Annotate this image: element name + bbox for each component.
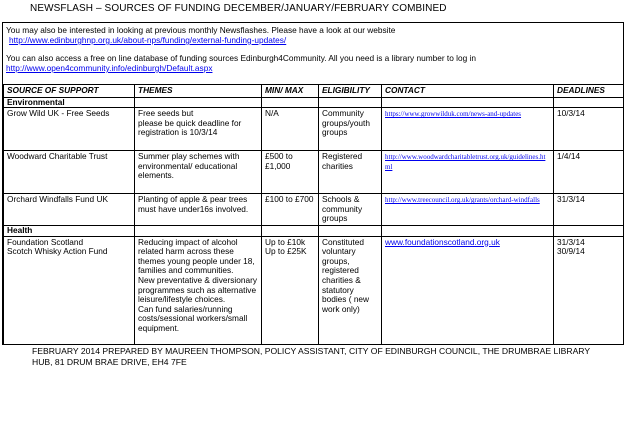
- row-contact-link[interactable]: www.foundationscotland.org.uk: [385, 236, 500, 247]
- section-health: [4, 225, 624, 236]
- row-eligibility: Schools & community groups: [319, 194, 382, 226]
- row-minmax: N/A: [262, 108, 319, 151]
- row-deadline: 1/4/14: [554, 151, 624, 194]
- table-row: [4, 194, 624, 226]
- row-deadline: 31/3/14 30/9/14: [554, 236, 624, 345]
- row-contact-link[interactable]: http://www.woodwardcharitabletrust.org.uk/guidelines.html: [385, 153, 546, 172]
- header-themes: THEMES: [135, 85, 262, 98]
- row-source: Foundation Scotland Scotch Whisky Action Fund: [4, 236, 135, 345]
- table-header-row: [4, 85, 624, 98]
- row-eligibility: Constituted voluntary groups, registered charities & statutory bodies ( new work only): [319, 236, 382, 345]
- row-source: Orchard Windfalls Fund UK: [4, 194, 135, 226]
- intro-online-database: You can also access a free on line database of funding sources Edinburgh4Community. All you need is a library number to log in: [6, 53, 476, 63]
- table-row: [4, 151, 624, 194]
- table-row: [4, 236, 624, 345]
- row-contact-link[interactable]: https://www.growwilduk.com/news-and-updates: [385, 110, 522, 119]
- header-source: SOURCE OF SUPPORT: [4, 85, 135, 98]
- row-source: Grow Wild UK - Free Seeds: [4, 108, 135, 151]
- header-eligibility: ELIGIBILITY: [319, 85, 382, 98]
- row-eligibility: Registered charities: [319, 151, 382, 194]
- row-minmax: £100 to £700: [262, 194, 319, 226]
- funding-table-frame: [2, 22, 624, 345]
- header-deadlines: DEADLINES: [554, 85, 624, 98]
- intro-previous-newsflashes: You may also be interested in looking at previous monthly Newsflashes. Please have a look at our website: [6, 25, 396, 35]
- row-themes: Summer play schemes with environmental/ educational elements.: [135, 151, 262, 194]
- header-minmax: MIN/ MAX: [262, 85, 319, 98]
- row-themes: Reducing impact of alcohol related harm across these themes young people under 18, families and communities. New preventative & diversionary programmes such as alternative leisure/lifestyle choices. Can fund salaries/running costs/sessional workers/small equipment.: [135, 236, 262, 345]
- row-minmax: £500 to £1,000: [262, 151, 319, 194]
- section-environmental: [4, 97, 624, 108]
- header-contact: CONTACT: [382, 85, 554, 98]
- funding-table: [3, 84, 624, 345]
- row-deadline: 10/3/14: [554, 108, 624, 151]
- prepared-by-footer: FEBRUARY 2014 PREPARED BY MAUREEN THOMPSON, POLICY ASSISTANT, CITY OF EDINBURGH COUNCIL, THE DRUMBRAE LIBRARY HUB, 81 DRUM BRAE DRIVE, EH4 7FE: [32, 346, 590, 367]
- document-title: NEWSFLASH – SOURCES OF FUNDING DECEMBER/JANUARY/FEBRUARY COMBINED: [30, 3, 447, 14]
- newsflash-archive-link[interactable]: http://www.edinburghnp.org.uk/about-nps/funding/external-funding-updates/: [9, 35, 287, 45]
- row-themes: Planting of apple & pear trees must have under16s involved.: [135, 194, 262, 226]
- section-label: Health: [4, 225, 135, 236]
- open4community-link[interactable]: http://www.open4community.info/edinburgh/Default.aspx: [6, 63, 213, 73]
- table-row: [4, 108, 624, 151]
- row-eligibility: Community groups/youth groups: [319, 108, 382, 151]
- row-contact-link[interactable]: http://www.treecouncil.org.uk/grants/orchard-windfalls: [385, 196, 540, 205]
- row-deadline: 31/3/14: [554, 194, 624, 226]
- row-source: Woodward Charitable Trust: [4, 151, 135, 194]
- row-themes: Free seeds but please be quick deadline for registration is 10/3/14: [135, 108, 262, 151]
- row-minmax: Up to £10k Up to £25K: [262, 236, 319, 345]
- section-label: Environmental: [4, 97, 135, 108]
